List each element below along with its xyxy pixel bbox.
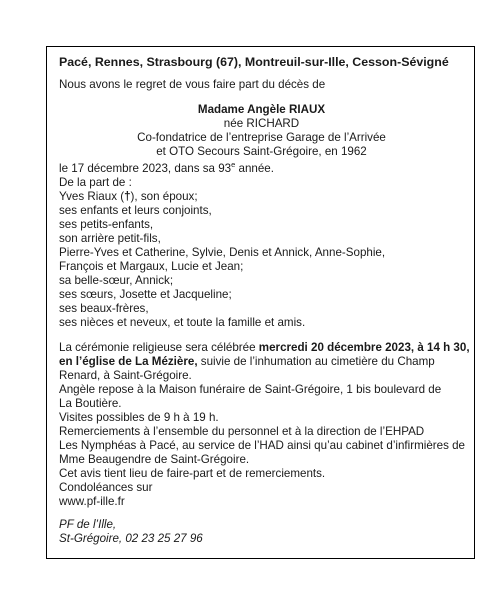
- family-line: ses beaux-frères,: [59, 302, 149, 315]
- ceremony-date: mercredi 20 décembre 2023, à 14 h 30,: [258, 341, 470, 354]
- signature-line-1: PF de l’Ille,: [59, 518, 117, 531]
- deceased-surname: RIAUX: [288, 103, 326, 116]
- family-line: ses enfants et leurs conjoints,: [59, 204, 212, 217]
- role-line-1: Co-fondatrice de l’entreprise Garage de l’Arrivée: [137, 131, 386, 144]
- death-date-suffix: année.: [235, 162, 274, 175]
- deceased-name: [47, 103, 476, 117]
- family-line: sa belle-sœur, Annick;: [59, 274, 174, 287]
- ceremony-line-1: [59, 341, 470, 355]
- death-date-prefix: le 17 décembre 2023, dans sa 93: [59, 162, 232, 175]
- family-line: François et Margaux, Lucie et Jean;: [59, 260, 244, 273]
- death-date-sup: e: [231, 160, 236, 170]
- ceremony-line-8: Les Nymphéas à Pacé, au service de l’HAD ainsi qu’au cabinet d’infirmières de: [59, 439, 465, 452]
- places-heading: Pacé, Rennes, Strasbourg (67), Montreuil-sur-Ille, Cesson-Sévigné: [59, 55, 449, 69]
- husband-line: [59, 190, 198, 204]
- husband-prefix: Yves Riaux (: [59, 190, 125, 203]
- ceremony-line-3: Renard, à Saint-Grégoire.: [59, 369, 192, 382]
- ceremony-line-4: Angèle repose à la Maison funéraire de Saint-Grégoire, 1 bis boulevard de: [59, 383, 442, 396]
- ceremony-line-11: Condoléances sur: [59, 481, 153, 494]
- ceremony-line-2: [59, 355, 435, 369]
- ceremony-line-6: Visites possibles de 9 h à 19 h.: [59, 411, 219, 424]
- maiden-name: née RICHARD: [223, 117, 300, 130]
- family-line: Pierre-Yves et Catherine, Sylvie, Denis et Annick, Anne-Sophie,: [59, 246, 386, 259]
- ceremony-line-5: La Boutière.: [59, 397, 122, 410]
- family-line: ses petits-enfants,: [59, 218, 154, 231]
- ceremony-church: en l’église de La Mézière,: [59, 355, 198, 368]
- condolences-link[interactable]: www.pf-ille.fr: [59, 495, 125, 508]
- ceremony-line-9: Mme Beaugendre de Saint-Grégoire.: [59, 453, 250, 466]
- family-line: ses sœurs, Josette et Jacqueline;: [59, 288, 232, 301]
- role-line-2: et OTO Secours Saint-Grégoire, en 1962: [156, 145, 367, 158]
- cross-icon: †: [124, 190, 131, 203]
- signature-line-2: St-Grégoire, 02 23 25 27 96: [59, 532, 203, 545]
- family-line: ses nièces et neveux, et toute la famille et amis.: [59, 316, 306, 329]
- intro-text: Nous avons le regret de vous faire part du décès de: [59, 78, 326, 91]
- deceased-name-prefix: Madame Angèle: [197, 103, 289, 116]
- ceremony-line-1-normal: La cérémonie religieuse sera célébrée: [59, 341, 259, 354]
- ceremony-line-2-normal: suivie de l’inhumation au cimetière du Champ: [197, 355, 435, 368]
- family-line: son arrière petit-fils,: [59, 232, 161, 245]
- husband-suffix: ), son époux;: [130, 190, 198, 203]
- obituary-notice: [46, 46, 475, 559]
- death-date: [59, 162, 274, 176]
- family-intro: De la part de :: [59, 176, 132, 189]
- ceremony-line-10: Cet avis tient lieu de faire-part et de remerciements.: [59, 467, 326, 480]
- ceremony-line-7: Remerciements à l’ensemble du personnel et à la direction de l’EHPAD: [59, 425, 425, 438]
